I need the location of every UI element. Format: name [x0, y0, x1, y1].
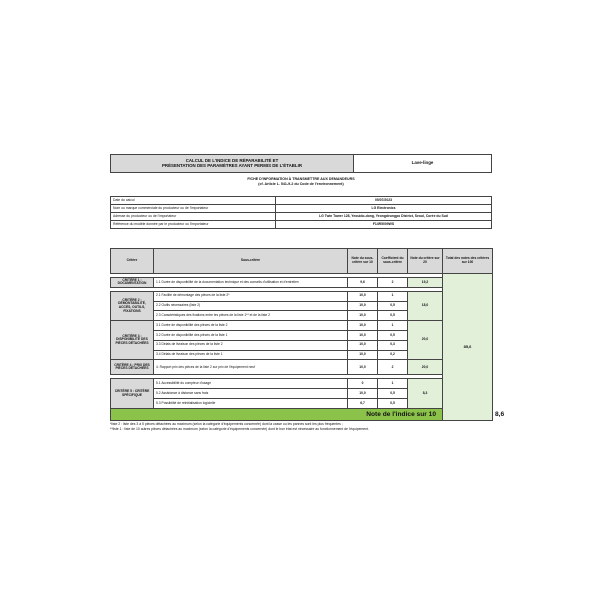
subcriteria-note: 10,0 [348, 291, 378, 301]
subcriteria-note: 10,0 [348, 330, 378, 340]
subcriteria-note: 10,0 [348, 360, 378, 375]
footnote-list-1: **liste 1 : liste de 10 autres pièces détachées au maximum (selon la catégorie d'équipements concernée) dont le bon état est nécessaire au fonctionnement de l'équipement. [110, 426, 369, 431]
subcriteria-coef: 2 [378, 360, 408, 375]
info-label: Adresse du producteur ou de l'importateur [111, 213, 276, 221]
subcriteria-note: 10,0 [348, 311, 378, 321]
info-row [111, 221, 492, 229]
column-header-total: Total des notes des critères sur 100 [443, 249, 493, 274]
info-label: Nom ou marque commerciale du producteur ou de l'importateur [111, 205, 276, 213]
subcriteria-label: 3.2 Durée de disponibilité des pièces de la liste 1 [154, 330, 348, 340]
subcriteria-note: 10,0 [348, 321, 378, 331]
subtitle-line-2: (cf. Article L. 541-9-2 du Code de l'environnement) [258, 181, 344, 186]
subcriteria-label: 4. Rapport prix des pièces de la liste 2 sur prix de l'équipement neuf [154, 360, 348, 375]
table-row [111, 379, 493, 389]
document-title [111, 155, 354, 173]
total-score: 85,6 [443, 274, 493, 421]
title-line-2: PRÉSENTATION DES PARAMÈTRES AYANT PERMIS DE L'ÉTABLIR [161, 162, 302, 168]
subcriteria-coef: 2 [378, 278, 408, 288]
footnotes [110, 422, 530, 431]
subcriteria-note: 6,7 [348, 398, 378, 408]
criteria-label: CRITÈRE 5 : CRITÈRE SPÉCIFIQUE [111, 379, 154, 408]
info-row [111, 205, 492, 213]
subcriteria-label: 3.3 Délais de livraison des pièces de la liste 2 [154, 340, 348, 350]
subcriteria-label: 5.1 Accessibilité du compteur d'usage [154, 379, 348, 389]
subcriteria-label: 1.1 Durée de disponibilité de la documentation technique et des conseils d'utilisation et d'entretien [154, 278, 348, 288]
table-row [111, 321, 493, 331]
subtitle [110, 177, 492, 186]
subcriteria-coef: 0,2 [378, 350, 408, 360]
subcriteria-label: 2.1 Facilité de démontage des pièces de la liste 2* [154, 291, 348, 301]
repairability-table [110, 248, 505, 421]
subcriteria-coef: 0,5 [378, 301, 408, 311]
subcriteria-coef: 0,5 [378, 330, 408, 340]
subtitle-line-1: FICHE D'INFORMATION À TRANSMETTRE AUX DEMANDEURS [247, 177, 355, 181]
info-value: LG Twin Tower 128, Yeouido-dong, Yeongdeungpo District, Seoul, Corée du Sud [276, 213, 492, 221]
subcriteria-coef: 0,5 [378, 398, 408, 408]
criteria-label: CRITÈRE 3 : DISPONIBILITÉ DES PIÈCES DÉTACHÉES [111, 321, 154, 360]
subcriteria-note: 10,0 [348, 389, 378, 399]
criteria-note: 18,0 [408, 291, 443, 320]
column-header-criteria: Critère [111, 249, 154, 274]
criteria-note: 20,0 [408, 321, 443, 360]
criteria-note: 19,2 [408, 278, 443, 288]
column-header-coef: Coefficient du sous-critère [378, 249, 408, 274]
table-row [111, 291, 493, 301]
subcriteria-label: 3.1 Durée de disponibilité des pièces de la liste 2 [154, 321, 348, 331]
info-row [111, 197, 492, 205]
subcriteria-coef: 1 [378, 379, 408, 389]
subcriteria-label: 5.3 Possibilité de réinitialisation logicielle [154, 398, 348, 408]
subcriteria-coef: 1 [378, 291, 408, 301]
subcriteria-coef: 1 [378, 321, 408, 331]
subcriteria-note: 9,6 [348, 278, 378, 288]
title-line-1: CALCUL DE L'INDICE DE RÉPARABILITÉ ET [185, 157, 279, 163]
subcriteria-note: 10,0 [348, 301, 378, 311]
info-label: Date du calcul [111, 197, 276, 205]
subcriteria-label: 3.4 Délais de livraison des pièces de la liste 1 [154, 350, 348, 360]
subcriteria-label: 5.2 Assistance à distance sans frais [154, 389, 348, 399]
column-header-note: Note du sous-critère sur 10 [348, 249, 378, 274]
info-value: LG Electronics [276, 205, 492, 213]
table-row [111, 360, 493, 375]
criteria-note: 20,0 [408, 360, 443, 375]
index-label: Note de l'indice sur 10 [111, 408, 443, 420]
subcriteria-note: 0 [348, 379, 378, 389]
product-info-table [110, 196, 492, 229]
column-header-subcriteria: Sous-critère [154, 249, 348, 274]
criteria-label: CRITÈRE 2 : DÉMONTABILITÉ, ACCÈS, OUTILS, FIXATIONS [111, 291, 154, 320]
footnote-list-2: *liste 2 : liste des 3 à 5 pièces détachées au maximum (selon la catégorie d'équipements concernée) dont la casse ou les pannes sont les plus fréquentes ; [110, 422, 343, 426]
criteria-label: CRITÈRE 1 : DOCUMENTATION [111, 278, 154, 288]
criteria-note: 8,3 [408, 379, 443, 408]
table-row [111, 278, 493, 288]
product-type: Lave-linge [354, 155, 492, 173]
subcriteria-label: 2.3 Caractéristiques des fixations entre les pièces de la liste 1** et de la liste 2 [154, 311, 348, 321]
subcriteria-label: 2.2 Outils nécessaires (liste 2) [154, 301, 348, 311]
subcriteria-note: 10,0 [348, 350, 378, 360]
info-value: 05/07/2023 [276, 197, 492, 205]
criteria-label: CRITÈRE 4 : PRIX DES PIÈCES DÉTACHÉES [111, 360, 154, 375]
table-header-row [111, 249, 493, 274]
info-row [111, 213, 492, 221]
column-header-critnote: Note du critère sur 20 [408, 249, 443, 274]
info-label: Référence du modèle donnée par le producteur ou l'importateur [111, 221, 276, 229]
subcriteria-coef: 0,5 [378, 389, 408, 399]
subcriteria-note: 10,0 [348, 340, 378, 350]
index-footer-row: Note de l'indice sur 10 8,6 [111, 408, 493, 420]
info-value: F14R5009WS [276, 221, 492, 229]
header-table [110, 154, 492, 173]
subcriteria-coef: 0,5 [378, 311, 408, 321]
subcriteria-coef: 0,3 [378, 340, 408, 350]
